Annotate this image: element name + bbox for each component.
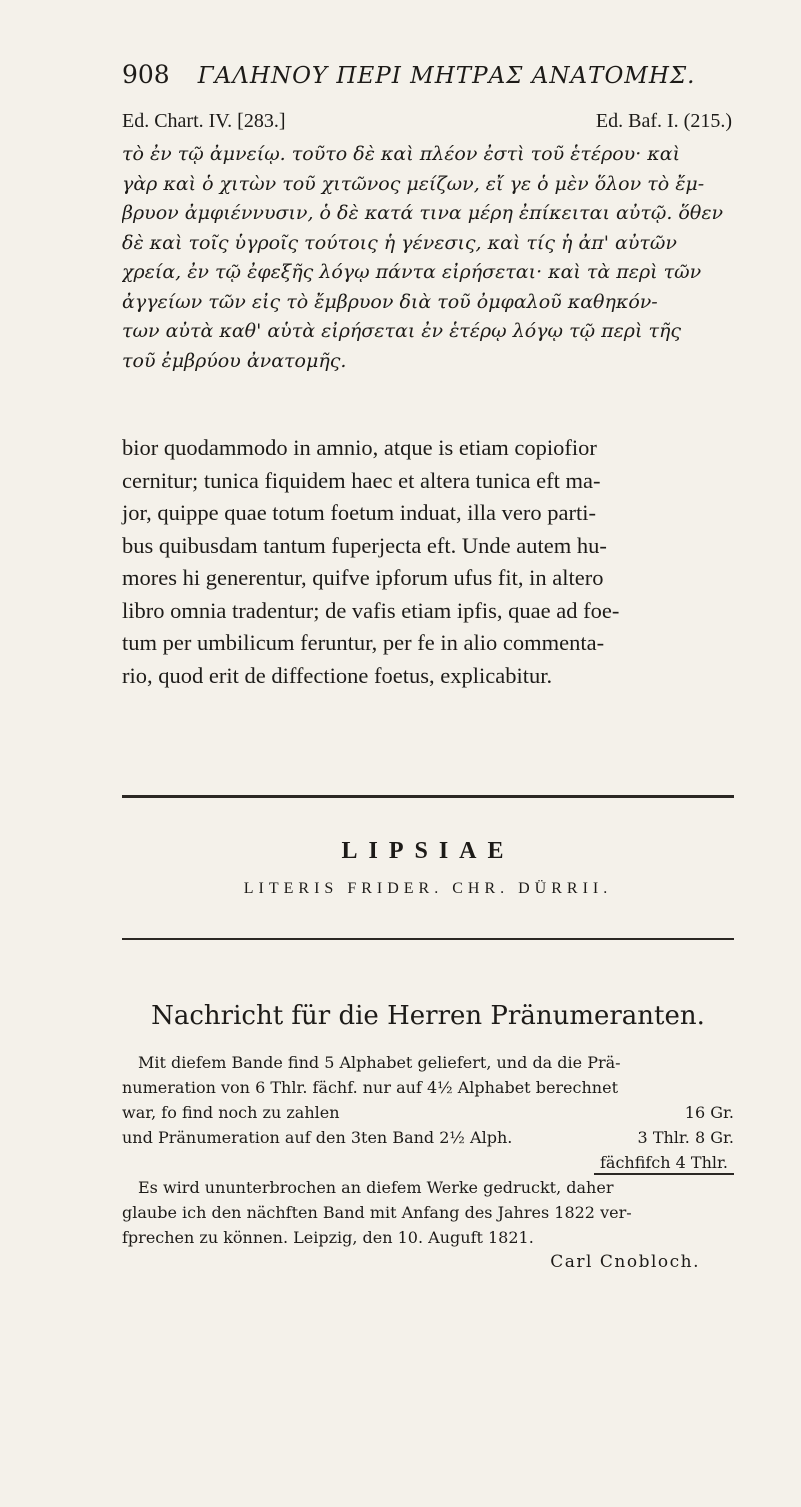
edition-ref-basel: Ed. Baf. I. (215.) [595,110,732,132]
running-title: ΓΑΛΗΝΟΥ ΠΕΡΙ ΜΗΤΡΑΣ ΑΝΑΤΟΜΗΣ. [197,63,696,89]
imprint-printer: LITERIS FRIDER. CHR. DÜRRII. [243,880,613,897]
greek-line: των αὐτὰ καθ' αὑτὰ εἰρήσεται ἐν ἑτέρῳ λόγῳ τῷ περὶ τῆς [122,320,681,342]
notice-line: war, fo find noch zu zahlen [122,1103,340,1122]
running-head [122,60,722,89]
edition-references [122,110,732,133]
notice-heading: Nachricht für die Herren Pränumeranten. [151,1001,705,1031]
signature: Carl Cnobloch. [550,1252,700,1272]
greek-line: χρεία, ἐν τῷ ἐφεξῆς λόγῳ πάντα εἰρήσεται· καὶ τὰ περὶ τῶν [122,261,702,283]
notice-line: Es wird ununterbrochen an diefem Werke gedruckt, daher [138,1178,614,1197]
latin-text-block [122,432,734,692]
greek-text-block [122,140,734,376]
greek-line: δὲ καὶ τοῖς ὑγροῖς τούτοις ἡ γένεσις, καὶ τίς ἡ ἀπ' αὐτῶν [122,231,677,254]
notice-amount-row [122,1100,734,1125]
latin-line: jor, quippe quae totum foetum induat, illa vero parti- [122,500,596,525]
notice-line: und Pränumeration auf den 3ten Band 2½ Alph. [122,1128,513,1147]
notice-line: glaube ich den nächften Band mit Anfang des Jahres 1822 ver- [122,1203,632,1222]
latin-line: bus quibusdam tantum fuperjecta eft. Unde autem hu- [122,532,607,558]
greek-line: τοῦ ἐμβρύου ἀνατομῆς. [122,349,347,372]
imprint-city: LIPSIAE [341,838,515,864]
notice-line: fprechen zu können. Leipzig, den 10. Auguft 1821. [122,1228,534,1247]
notice-amount: 16 Gr. [684,1103,734,1122]
latin-line: mores hi generentur, quifve ipforum ufus fit, in altero [122,565,604,590]
notice-sum-row [122,1150,734,1175]
edition-ref-chartier: Ed. Chart. IV. [283.] [122,110,286,132]
notice-line: numeration von 6 Thlr. fächf. nur auf 4½ Alphabet berechnet [122,1078,618,1097]
latin-line: bior quodammodo in amnio, atque is etiam copiofior [122,435,597,460]
imprint-rule-top [122,795,734,798]
greek-line: γὰρ καὶ ὁ χιτὼν τοῦ χιτῶνος μείζων, εἴ γε ὁ μὲν ὅλον τὸ ἔμ- [122,172,705,195]
notice-sum: fächfifch 4 Thlr. [594,1153,734,1175]
latin-line: libro omnia tradentur; de vafis etiam ipfis, quae ad foe- [122,597,620,623]
latin-line: cernitur; tunica fiquidem haec et altera tunica eft ma- [122,467,601,493]
latin-line: rio, quod erit de diffectione foetus, explicabitur. [122,662,553,688]
greek-line: βρυον ἀμφιέννυσιν, ὁ δὲ κατά τινα μέρη ἐπίκειται αὐτῷ. ὅθεν [122,202,724,224]
greek-line: τὸ ἐν τῷ ἀμνείῳ. τοῦτο δὲ καὶ πλέον ἐστὶ τοῦ ἑτέρου· καὶ [122,143,681,165]
latin-line: tum per umbilicum feruntur, per fe in alio commenta- [122,630,605,655]
notice-amount-row [122,1125,734,1150]
page-number: 908 [122,60,170,89]
notice-line: Mit diefem Bande find 5 Alphabet geliefert, und da die Prä- [138,1053,621,1072]
notice-amount: 3 Thlr. 8 Gr. [637,1128,734,1147]
subscriber-notice [122,1050,734,1275]
greek-line: ἀγγείων τῶν εἰς τὸ ἔμβρυον διὰ τοῦ ὀμφαλοῦ καθηκόν- [122,290,658,313]
imprint-rule-bottom [122,938,734,940]
